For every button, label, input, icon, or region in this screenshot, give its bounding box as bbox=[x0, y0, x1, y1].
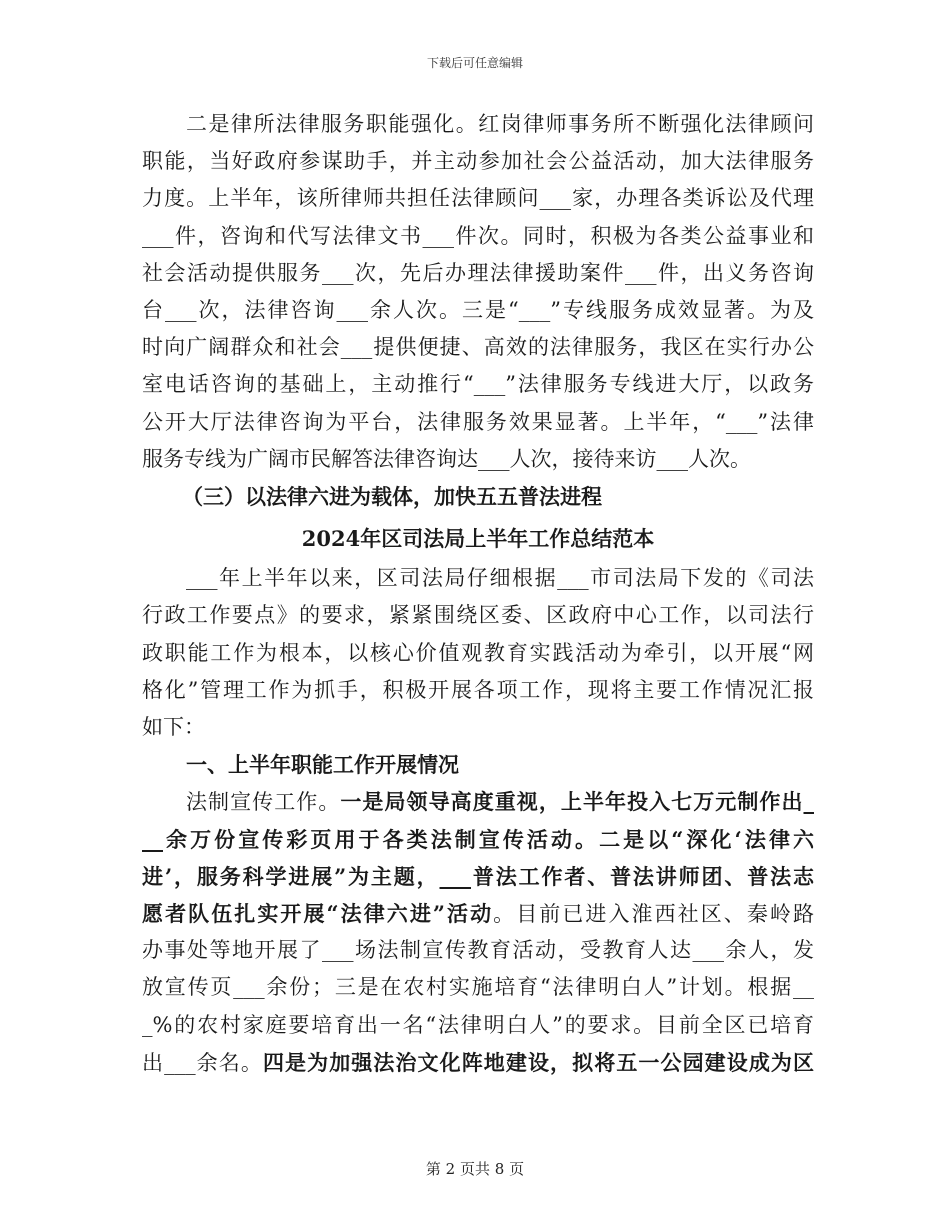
text-segment: 。目前已进入淮西社区、秦岭路 bbox=[493, 901, 814, 926]
text-line bbox=[142, 895, 814, 932]
text-line: 行政工作要点》的要求，紧紧围绕区委、区政府中心工作，以司法行 bbox=[142, 603, 814, 628]
text-line: 台___次，法律咨询___余人次。三是“___”专线服务成效显著。为及 bbox=[142, 297, 814, 322]
text-line: 公开大厅法律咨询为平台，法律服务效果显著。上半年，“___”法律 bbox=[142, 409, 814, 434]
text-line: ___年上半年以来，区司法局仔细根据___市司法局下发的《司法 bbox=[186, 566, 814, 591]
text-line: __余万份宣传彩页用于各类法制宣传活动。二是以“深化‘法律六 bbox=[142, 826, 814, 852]
text-line: 二是律所法律服务职能强化。红岗律师事务所不断强化法律顾问 bbox=[186, 112, 814, 136]
text-segment: 法制宣传工作。 bbox=[186, 790, 341, 815]
text-line bbox=[142, 1044, 814, 1081]
text-line: 政职能工作为根本，以核心价值观教育实践活动为牵引，以开展“网 bbox=[142, 640, 814, 665]
page-header: 下载后可任意编辑 bbox=[426, 56, 523, 70]
text-line: 社会活动提供服务___次，先后办理法律援助案件___件，出义务咨询 bbox=[142, 260, 814, 285]
text-line: 放宣传页___余份；三是在农村实施培育“法律明白人”计划。根据__ bbox=[142, 975, 814, 1000]
text-segment-bold: 四是为加强法治文化阵地建设，拟将五一公园建设成为区 bbox=[262, 1049, 815, 1075]
document-title: 2024年区司法局上半年工作总结范本 bbox=[301, 526, 655, 552]
text-line bbox=[142, 783, 814, 820]
text-segment-bold: 一是局领导高度重视，上半年投入七万元制作出_ bbox=[340, 789, 814, 815]
text-line: 时向广阔群众和社会___提供便捷、高效的法律服务，我区在实行办公 bbox=[142, 335, 814, 360]
text-line: 格化”管理工作为抓手，积极开展各项工作，现将主要工作情况汇报 bbox=[142, 677, 814, 702]
text-line: 职能，当好政府参谋助手，并主动参加社会公益活动，加大法律服务 bbox=[142, 149, 814, 174]
text-segment: 出___余名。 bbox=[142, 1050, 263, 1075]
section-heading: （三）以法律六进为载体，加快五五普法进程 bbox=[182, 483, 602, 509]
text-line: ___件，咨询和代写法律文书___件次。同时，积极为各类公益事业和 bbox=[142, 223, 814, 248]
text-line: 力度。上半年，该所律师共担任法律顾问___家，办理各类诉讼及代理 bbox=[142, 186, 814, 211]
text-line: _%的农村家庭要培育出一名“法律明白人”的要求。目前全区已培育 bbox=[142, 1012, 814, 1037]
text-line: 室电话咨询的基础上，主动推行“___”法律服务专线进大厅，以政务 bbox=[142, 372, 814, 397]
text-line: 如下： bbox=[142, 715, 205, 739]
section-heading: 一、上半年职能工作开展情况 bbox=[186, 752, 459, 778]
text-segment-bold: 愿者队伍扎实开展“法律六进”活动 bbox=[142, 900, 494, 926]
text-line: 进’，服务科学进展”为主题，___普法工作者、普法讲师团、普法志 bbox=[142, 863, 814, 889]
document-body bbox=[142, 106, 814, 1081]
page-footer: 第 2 页共 8 页 bbox=[425, 1160, 525, 1178]
text-line: 办事处等地开展了___场法制宣传教育活动，受教育人达___余人，发 bbox=[142, 938, 814, 963]
text-line: 服务专线为广阔市民解答法律咨询达___人次，接待来访___人次。 bbox=[142, 446, 751, 471]
